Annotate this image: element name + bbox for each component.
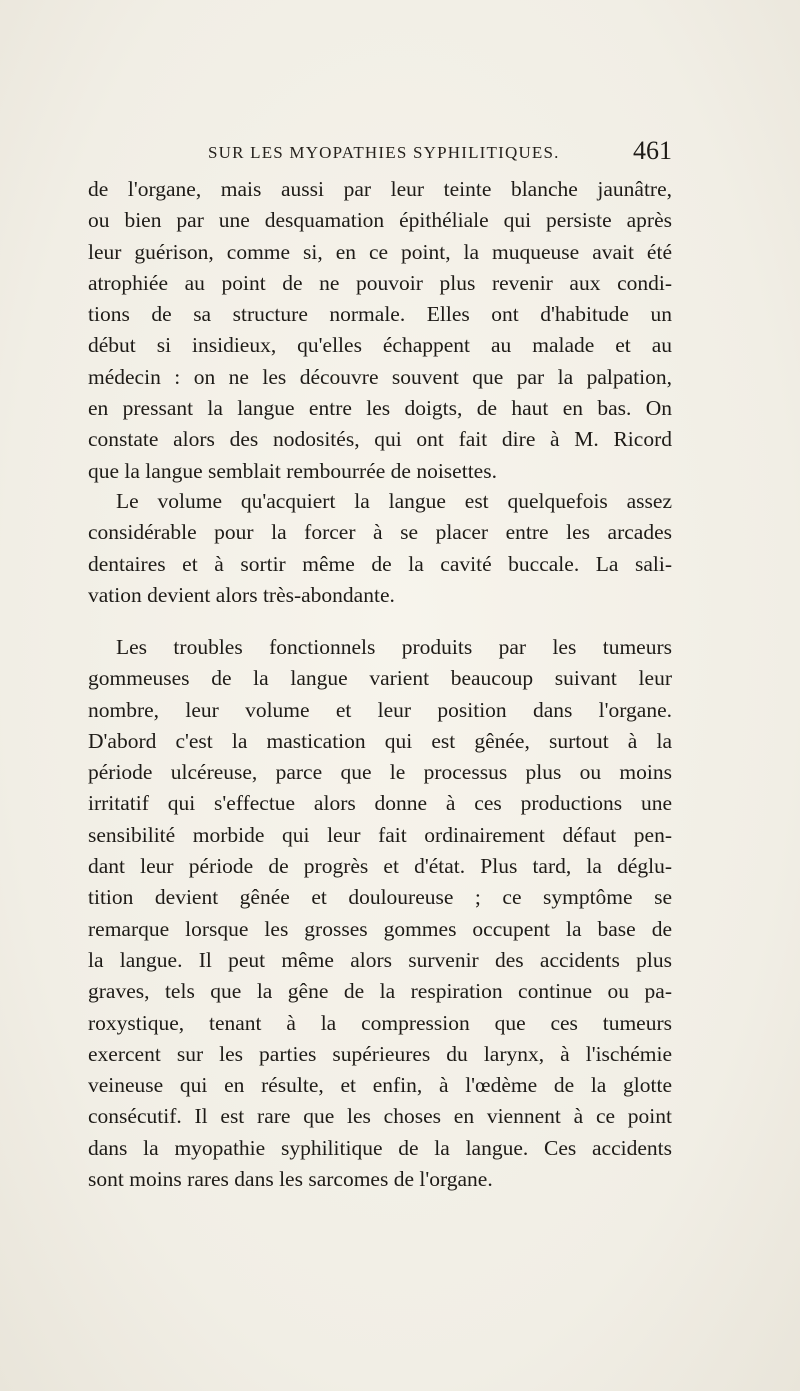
text-line: nombre, leur volume et leur position dans l'organe. (88, 697, 672, 722)
page-header (88, 136, 672, 176)
paragraph-3 (88, 632, 672, 1195)
paragraph-1 (88, 174, 672, 487)
text-line: irritatif qui s'effectue alors donne à ces productions une (88, 791, 672, 816)
text-line: veineuse qui en résulte, et enfin, à l'œdème de la glotte (88, 1073, 672, 1098)
text-line: médecin : on ne les découvre souvent que par la palpation, (88, 364, 672, 389)
text-line: gommeuses de la langue varient beaucoup suivant leur (88, 666, 672, 691)
text-line: tions de sa structure normale. Elles ont d'habitude un (88, 302, 672, 327)
text-line: Le volume qu'acquiert la langue est quelquefois assez (116, 489, 672, 513)
text-line: période ulcéreuse, parce que le processus plus ou moins (88, 760, 672, 785)
text-line: la langue. Il peut même alors survenir des accidents plus (88, 947, 672, 972)
text-line: sensibilité morbide qui leur fait ordinairement défaut pen- (88, 822, 672, 847)
running-title: SUR LES MYOPATHIES SYPHILITIQUES. (208, 143, 560, 162)
text-line: constate alors des nodosités, qui ont fait dire à M. Ricord (88, 427, 672, 452)
text-line: considérable pour la forcer à se placer entre les arcades (88, 520, 672, 545)
text-line: vation devient alors très-abondante. (88, 582, 395, 607)
text-line: atrophiée au point de ne pouvoir plus revenir aux condi- (88, 270, 672, 295)
text-line: exercent sur les parties supérieures du larynx, à l'ischémie (88, 1041, 672, 1066)
page-number: 461 (633, 136, 672, 165)
text-line: dentaires et à sortir même de la cavité buccale. La sali- (88, 551, 672, 576)
text-line: que la langue semblait rembourrée de noisettes. (88, 458, 497, 483)
text-line: consécutif. Il est rare que les choses en viennent à ce point (88, 1104, 672, 1129)
text-line: sont moins rares dans les sarcomes de l'organe. (88, 1167, 493, 1192)
paragraph-2 (88, 486, 672, 611)
text-line: dans la myopathie syphilitique de la langue. Ces accidents (88, 1135, 672, 1160)
text-line: de l'organe, mais aussi par leur teinte blanche jaunâtre, (88, 177, 672, 201)
text-line: D'abord c'est la mastication qui est gênée, surtout à la (88, 728, 672, 753)
text-line: leur guérison, comme si, en ce point, la muqueuse avait été (88, 239, 672, 264)
text-line: ou bien par une desquamation épithéliale qui persiste après (88, 208, 672, 233)
text-line: début si insidieux, qu'elles échappent au malade et au (88, 333, 672, 358)
text-line: roxystique, tenant à la compression que ces tumeurs (88, 1010, 672, 1035)
text-line: remarque lorsque les grosses gommes occupent la base de (88, 916, 672, 941)
text-line: en pressant la langue entre les doigts, de haut en bas. On (88, 396, 672, 421)
text-line: tition devient gênée et douloureuse ; ce symptôme se (88, 885, 672, 910)
text-line: dant leur période de progrès et d'état. Plus tard, la déglu- (88, 854, 672, 879)
text-line: graves, tels que la gêne de la respiration continue ou pa- (88, 979, 672, 1004)
text-line: Les troubles fonctionnels produits par les tumeurs (116, 635, 672, 659)
